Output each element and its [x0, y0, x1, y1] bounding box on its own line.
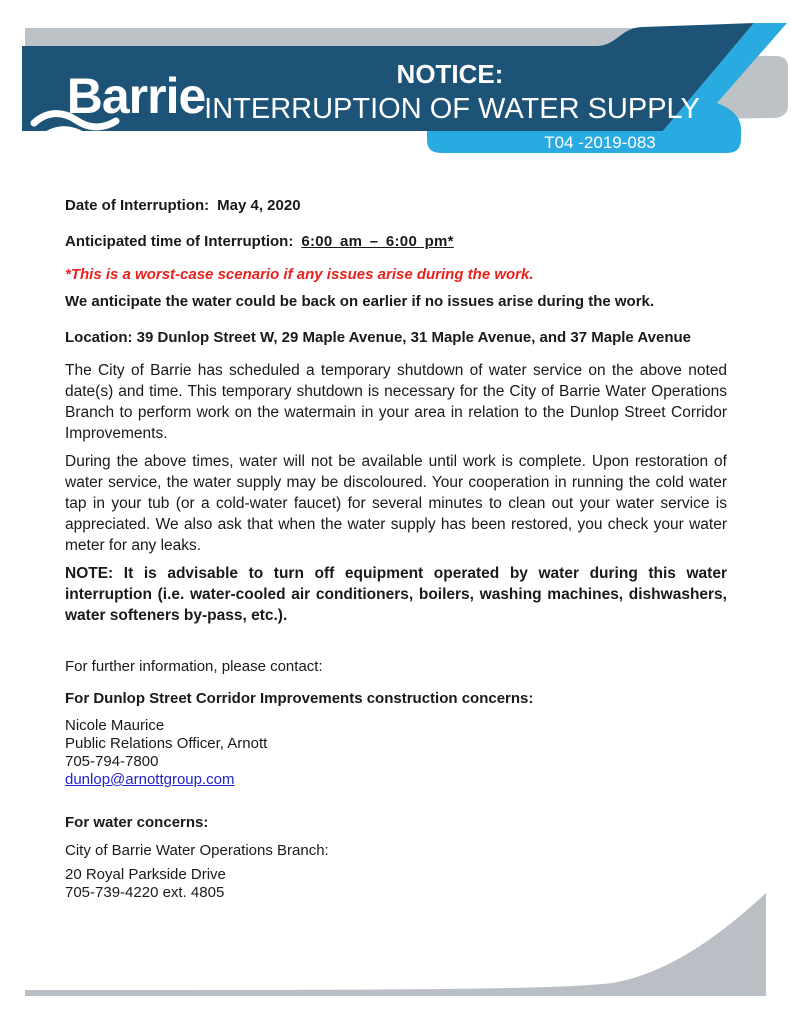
shutdown-paragraph: The City of Barrie has scheduled a temporary shutdown of water service on the above noted date(s) and time. This temporary shutdown is necessary for the City of Barrie Water Operations Branch to perform work on the watermain in your area in relation to the Dunlop Street Corridor Improvements.: [65, 362, 727, 442]
footer-swoosh: [0, 880, 791, 1010]
location-line: Location: 39 Dunlop Street W, 29 Maple Avenue, 31 Maple Avenue, and 37 Maple Avenue: [65, 329, 691, 346]
contact-intro-line: For further information, please contact:: [65, 658, 323, 675]
contact-title: Public Relations Officer, Arnott: [65, 735, 268, 752]
barrie-logo-text: Barrie: [66, 68, 206, 124]
construction-concerns-heading: For Dunlop Street Corridor Improvements construction concerns:: [65, 690, 534, 707]
construction-contact-block: [65, 717, 727, 789]
header-gray-band: [25, 28, 643, 46]
date-of-interruption-line: [65, 196, 727, 216]
contact-email-line: [65, 771, 727, 789]
contact-email-link[interactable]: dunlop@arnottgroup.com: [65, 771, 235, 788]
reassurance-line: We anticipate the water could be back on earlier if no issues arise during the work.: [65, 293, 655, 310]
water-concerns-heading: For water concerns:: [65, 814, 209, 831]
header-banner: [0, 0, 791, 170]
note-paragraph: NOTE: It is advisable to turn off equipment operated by water during this water interruption (i.e. water-cooled air conditioners, boilers, washing machines, dishwashers, water softeners by-pass, etc.).: [65, 565, 727, 624]
footer-swoosh-shape: [25, 893, 766, 996]
date-value: May 4, 2020: [217, 197, 301, 214]
time-value: 6:00 am – 6:00 pm*: [301, 233, 454, 250]
date-label: Date of Interruption:: [65, 197, 210, 214]
worst-case-warning: *This is a worst-case scenario if any issues arise during the work.: [65, 266, 534, 283]
restoration-paragraph: During the above times, water will not be available until work is complete. Upon restoration of water service, the water supply may be discoloured. Your cooperation in running the cold water tap in your tub (or a cold-water faucet) for several minutes to clean out your water service is appreciated. We also ask that when the water supply has been restored, you check your water meter for any leaks.: [65, 453, 727, 554]
logo-wave-lower-icon: [40, 130, 130, 143]
contact-phone: 705-794-7800: [65, 753, 159, 770]
contact-name: Nicole Maurice: [65, 717, 165, 734]
anticipated-time-line: [65, 232, 727, 252]
water-phone: 705-739-4220 ext. 4805: [65, 884, 225, 901]
water-branch-line: City of Barrie Water Operations Branch:: [65, 842, 329, 859]
notice-title: NOTICE:: [396, 59, 504, 89]
reference-number: T04 -2019-083: [544, 133, 656, 152]
time-label: Anticipated time of Interruption:: [65, 233, 294, 250]
banner-subtitle: INTERRUPTION OF WATER SUPPLY: [204, 93, 700, 125]
document-body: [0, 196, 791, 902]
water-address: 20 Royal Parkside Drive: [65, 866, 226, 883]
